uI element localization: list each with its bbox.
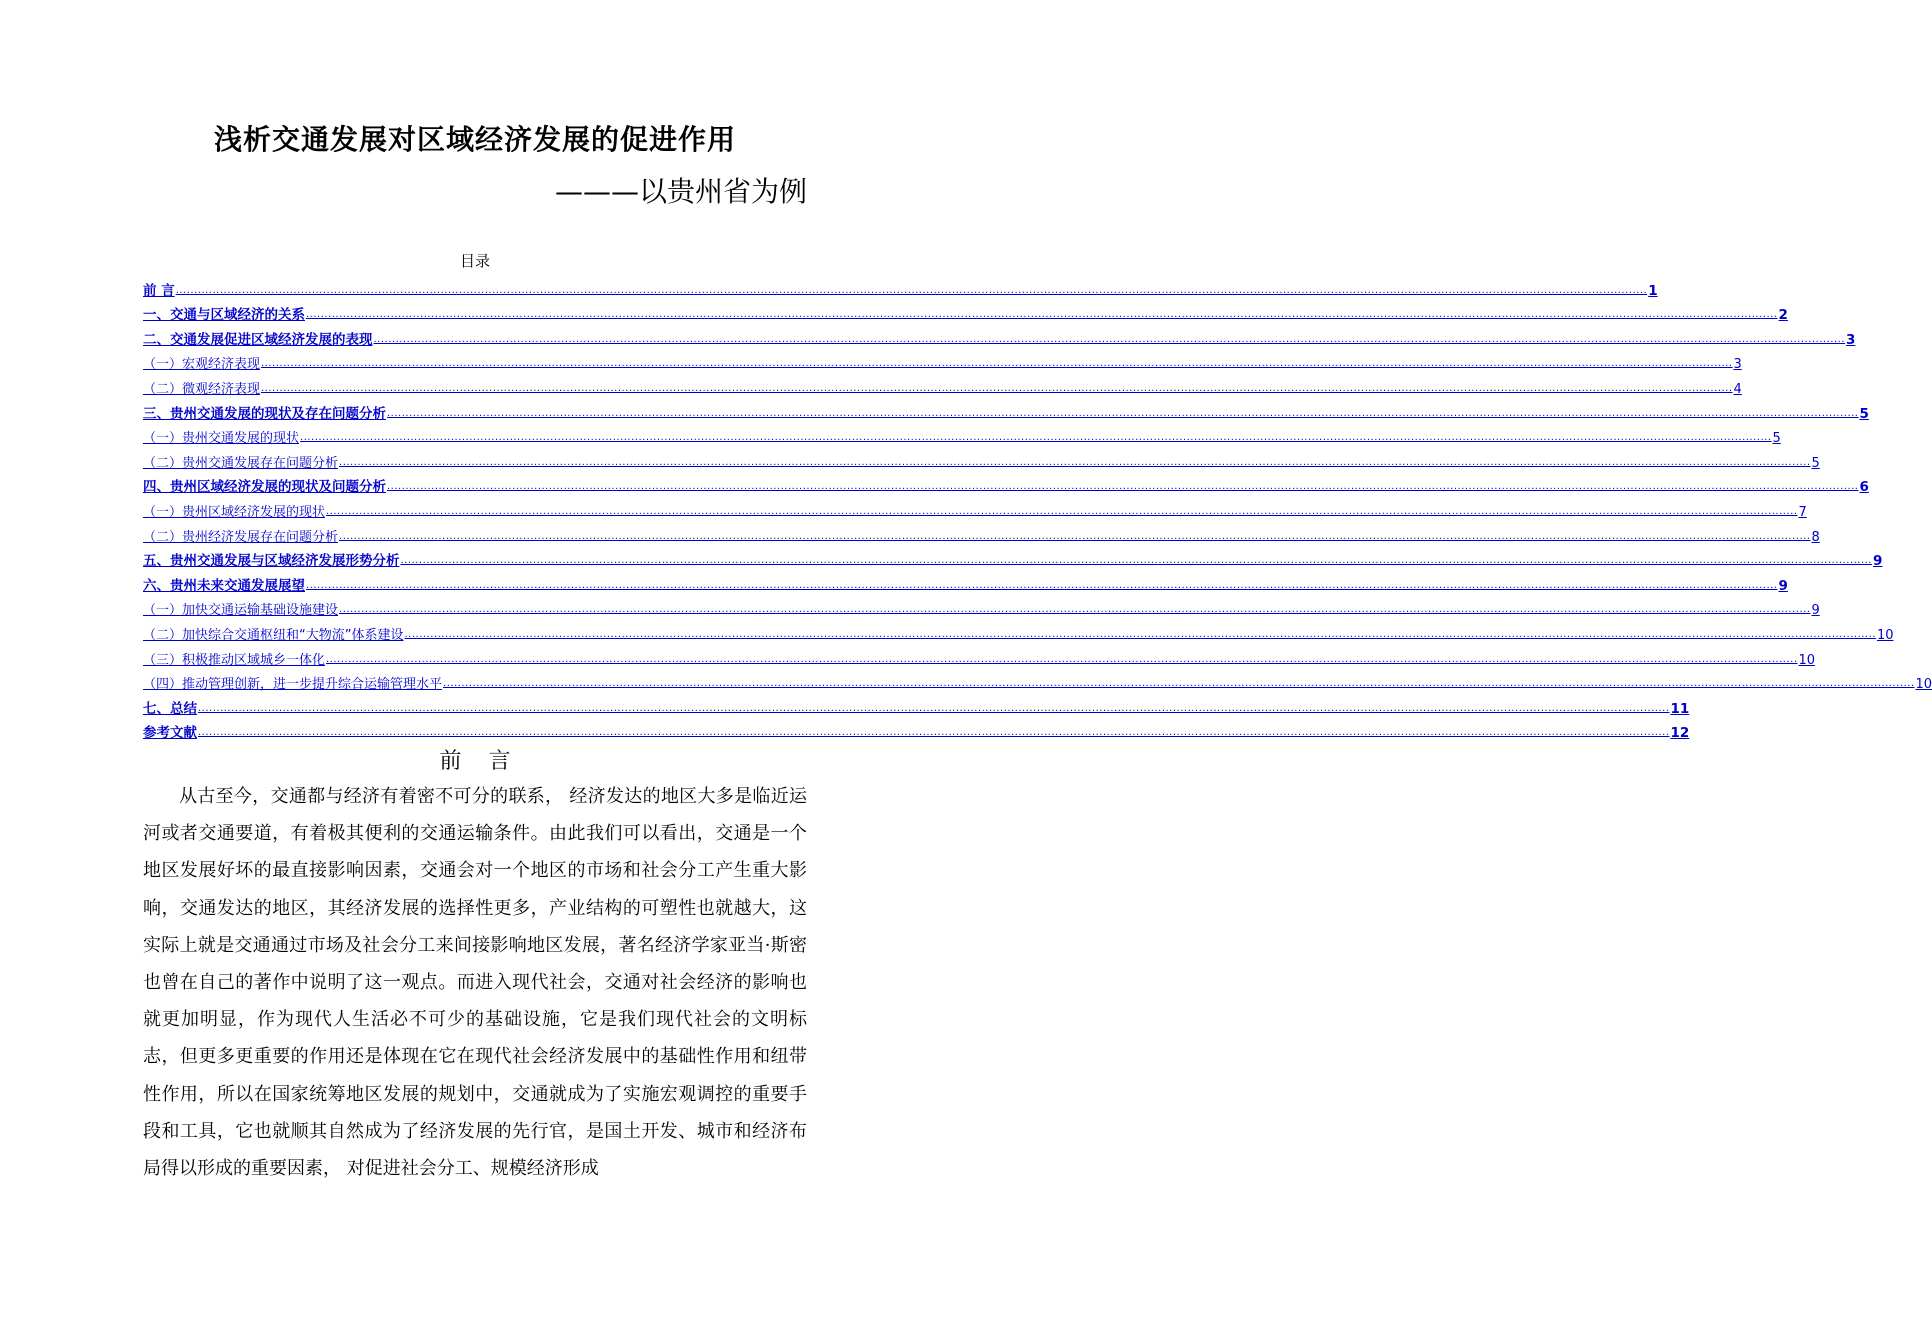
toc-entry-label: 前 言 bbox=[143, 282, 175, 299]
toc-entry[interactable] bbox=[143, 348, 1742, 373]
toc-leader-dots: ................................................................................................................................................................................................................................................................................................................................................................................................................ bbox=[443, 678, 1915, 690]
toc-entry-label: 一、交通与区域经济的关系 bbox=[143, 307, 305, 324]
toc-entry-label: （一）加快交通运输基础设施建设 bbox=[143, 603, 339, 619]
toc-entry[interactable] bbox=[143, 274, 1658, 299]
toc-leader-dots: ................................................................................................................................................................................................................................................................................................................................................................................................................ bbox=[261, 382, 1733, 394]
toc-leader-dots: ................................................................................................................................................................................................................................................................................................................................................................................................................ bbox=[326, 653, 1798, 665]
toc-entry-page: 9 bbox=[1811, 603, 1820, 619]
toc-entry-label: （三）积极推动区域城乡一体化 bbox=[143, 652, 326, 668]
toc-entry-page: 12 bbox=[1670, 725, 1690, 742]
toc-entry-page: 3 bbox=[1733, 357, 1742, 373]
toc-entry-label: （四）推动管理创新，进一步提升综合运输管理水平 bbox=[143, 677, 443, 693]
document-subtitle: ———以贵州省为例 bbox=[554, 175, 807, 208]
toc-entry-page: 5 bbox=[1811, 455, 1820, 471]
toc-heading: 目录 bbox=[459, 252, 490, 270]
toc-entry-page: 10 bbox=[1915, 677, 1932, 693]
toc-entry-label: （二）微观经济表现 bbox=[143, 381, 261, 397]
toc-leader-dots: ................................................................................................................................................................................................................................................................................................................................................................................................................ bbox=[261, 358, 1733, 370]
toc-entry-page: 5 bbox=[1859, 405, 1869, 422]
toc-entry[interactable] bbox=[143, 471, 1869, 496]
toc-leader-dots: ................................................................................................................................................................................................................................................................................................................................................................................................................ bbox=[300, 432, 1772, 444]
toc-entry-label: （二）贵州经济发展存在问题分析 bbox=[143, 529, 339, 545]
toc-entry-page: 8 bbox=[1811, 529, 1820, 545]
toc-entry-page: 7 bbox=[1798, 504, 1807, 520]
toc-entry[interactable] bbox=[143, 323, 1856, 348]
toc-entry-label: 三、贵州交通发展的现状及存在问题分析 bbox=[143, 405, 386, 422]
toc-leader-dots: ................................................................................................................................................................................................................................................................................................................................................................................................................ bbox=[387, 407, 1859, 419]
toc-entry-label: 五、贵州交通发展与区域经济发展形势分析 bbox=[143, 553, 400, 570]
toc-entry-label: （一）宏观经济表现 bbox=[143, 357, 261, 373]
toc-entry-page: 1 bbox=[1648, 282, 1658, 299]
toc-entry-label: （一）贵州区域经济发展的现状 bbox=[143, 504, 326, 520]
toc-entry[interactable] bbox=[143, 692, 1690, 717]
toc-entry-label: 参考文献 bbox=[143, 725, 197, 742]
toc-entry[interactable] bbox=[143, 372, 1742, 397]
toc-entry[interactable] bbox=[143, 545, 1883, 570]
toc-entry-page: 10 bbox=[1876, 627, 1894, 643]
toc-entry-page: 6 bbox=[1859, 479, 1869, 496]
toc-entry-page: 9 bbox=[1778, 577, 1788, 594]
toc-entry-label: （一）贵州交通发展的现状 bbox=[143, 431, 300, 447]
toc-leader-dots: ................................................................................................................................................................................................................................................................................................................................................................................................................ bbox=[175, 284, 1648, 296]
toc-entry-page: 2 bbox=[1778, 307, 1788, 324]
document-title: 浅析交通发展对区域经济发展的促进作用 bbox=[213, 123, 736, 156]
toc-entry-page: 5 bbox=[1772, 431, 1781, 447]
toc-entry[interactable] bbox=[143, 422, 1781, 447]
toc-entry-page: 11 bbox=[1670, 700, 1690, 717]
toc-entry[interactable] bbox=[143, 569, 1788, 594]
table-of-contents bbox=[143, 274, 1932, 742]
toc-leader-dots: ................................................................................................................................................................................................................................................................................................................................................................................................................ bbox=[373, 333, 1845, 345]
toc-entry-label: （二）贵州交通发展存在问题分析 bbox=[143, 455, 339, 471]
toc-entry[interactable] bbox=[143, 397, 1869, 422]
toc-entry-page: 10 bbox=[1798, 652, 1816, 668]
preface-paragraph: 从古至今，交通都与经济有着密不可分的联系， 经济发达的地区大多是临近运河或者交通要道，有着极其便利的交通运输条件。由此我们可以看出，交通是一个地区发展好坏的最直接影响因素，交通会对一个地区的市场和社会分工产生重大影响，交通发达的地区，其经济发展的选择性更多，产业结构的可塑性也就越大，这实际上就是交通通过市场及社会分工来间接影响地区发展，著名经济学家亚当·斯密也曾在自己的著作中说明了这一观点。而进入现代社会，交通对社会经济的影响也就更加明显，作为现代人生活必不可少的基础设施，它是我们现代社会的文明标志，但更多更重要的作用还是体现在它在现代社会经济发展中的基础性作用和纽带性作用，所以在国家统筹地区发展的规划中，交通就成为了实施宏观调控的重要手段和工具，它也就顺其自然成为了经济发展的先行官，是国土开发、城市和经济布局得以形成的重要因素， 对促进社会分工、规模经济形成 bbox=[143, 786, 807, 1180]
toc-entry-label: （二）加快综合交通枢纽和“大物流”体系建设 bbox=[143, 627, 404, 643]
toc-leader-dots: ................................................................................................................................................................................................................................................................................................................................................................................................................ bbox=[326, 505, 1798, 517]
toc-entry[interactable] bbox=[143, 299, 1788, 324]
toc-entry[interactable] bbox=[143, 520, 1820, 545]
toc-leader-dots: ................................................................................................................................................................................................................................................................................................................................................................................................................ bbox=[339, 530, 1811, 542]
toc-entry-page: 4 bbox=[1733, 381, 1742, 397]
toc-leader-dots: ................................................................................................................................................................................................................................................................................................................................................................................................................ bbox=[339, 604, 1811, 616]
toc-entry-label: 七、总结 bbox=[143, 700, 197, 717]
toc-entry[interactable] bbox=[143, 446, 1820, 471]
toc-leader-dots: ................................................................................................................................................................................................................................................................................................................................................................................................................ bbox=[306, 309, 1778, 321]
toc-entry[interactable] bbox=[143, 717, 1690, 742]
toc-entry[interactable] bbox=[143, 668, 1932, 693]
toc-entry-label: 四、贵州区域经济发展的现状及问题分析 bbox=[143, 479, 386, 496]
toc-entry[interactable] bbox=[143, 594, 1820, 619]
toc-leader-dots: ................................................................................................................................................................................................................................................................................................................................................................................................................ bbox=[404, 628, 1876, 640]
toc-leader-dots: ................................................................................................................................................................................................................................................................................................................................................................................................................ bbox=[339, 456, 1811, 468]
toc-leader-dots: ................................................................................................................................................................................................................................................................................................................................................................................................................ bbox=[400, 555, 1872, 567]
toc-entry[interactable] bbox=[143, 618, 1894, 643]
toc-leader-dots: ................................................................................................................................................................................................................................................................................................................................................................................................................ bbox=[306, 579, 1778, 591]
toc-entry-page: 9 bbox=[1872, 553, 1883, 570]
toc-entry-label: 六、贵州未来交通发展展望 bbox=[143, 577, 305, 594]
toc-leader-dots: ................................................................................................................................................................................................................................................................................................................................................................................................................ bbox=[198, 727, 1670, 739]
toc-leader-dots: ................................................................................................................................................................................................................................................................................................................................................................................................................ bbox=[387, 481, 1859, 493]
toc-entry-label: 二、交通发展促进区域经济发展的表现 bbox=[143, 331, 373, 348]
toc-entry-page: 3 bbox=[1845, 331, 1856, 348]
toc-entry[interactable] bbox=[143, 643, 1816, 668]
toc-leader-dots: ................................................................................................................................................................................................................................................................................................................................................................................................................ bbox=[198, 702, 1670, 714]
toc-entry[interactable] bbox=[143, 495, 1807, 520]
preface-heading: 前 言 bbox=[439, 749, 521, 774]
